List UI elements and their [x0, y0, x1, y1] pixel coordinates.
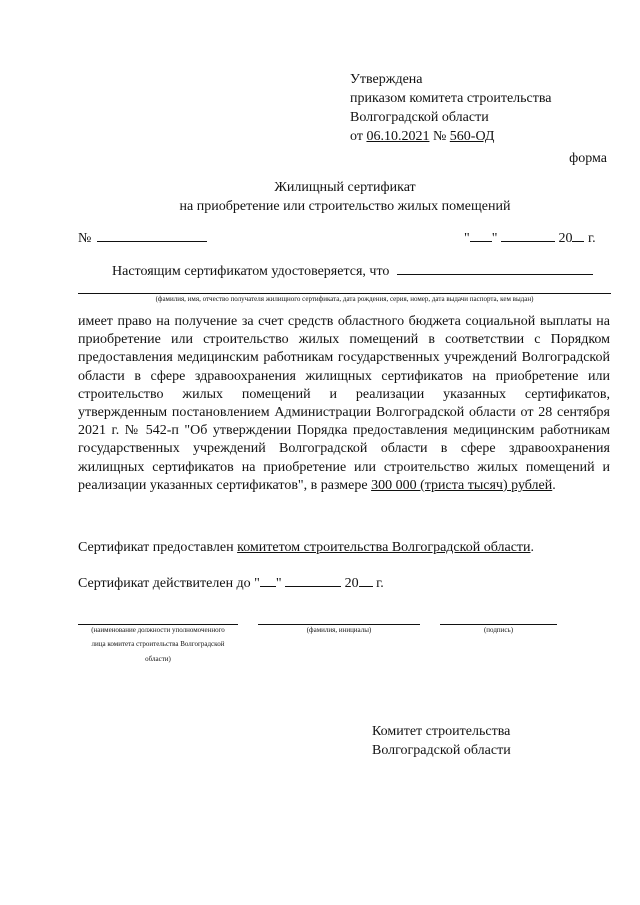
valid-year-blank [359, 574, 373, 587]
sign-signature-line [440, 624, 557, 625]
certificate-number-line [78, 229, 207, 247]
provided-by-line [78, 540, 534, 556]
valid-mid: " [275, 576, 286, 591]
approval-number-sign: № [429, 129, 450, 144]
position-caption-2: лица комитета строительства Волгоградской [91, 640, 225, 648]
body-main-text: имеет право на получение за счет средств областного бюджета социальной выплаты на приобретение или строительство жилых помещений в соответствии с Порядком предоставления медицинским работникам государственных учреждений Волгоградской области в сфере здравоохранения жилищных сертификатов на приобретение или строительство жилых помещений и реализации указанных сертификатов, утвержденным постановлением Администрации Волгоградской области от 28 сентября 2021 г. № 542-п "Об утверждении Порядка предоставления медицинским работникам государственных учреждений Волгоградской области в сфере здравоохранения жилищных сертификатов на приобретение или строительство жилых помещений и реализации указанных сертификатов", в размере [78, 314, 610, 493]
recipient-blank [397, 262, 593, 275]
approval-line-2: приказом комитета строительства [350, 91, 552, 106]
position-caption-3: области) [145, 655, 171, 663]
name-caption: (фамилия, инициалы) [306, 626, 372, 634]
approval-order-number: 560-ОД [449, 129, 495, 144]
committee-line-2: Волгоградской области [372, 743, 511, 758]
approval-date: 06.10.2021 [366, 129, 430, 144]
provided-end: . [530, 540, 535, 555]
body-end: . [552, 477, 556, 493]
document-title [0, 178, 640, 216]
certify-text: Настоящим сертификатом удостоверяется, что [112, 264, 390, 279]
approval-block [350, 70, 552, 146]
valid-year-suffix: г. [372, 576, 384, 591]
number-sign: № [78, 231, 92, 246]
title-line-2: на приобретение или строительство жилых помещений [179, 199, 511, 214]
certificate-number-blank [97, 229, 207, 242]
position-caption-1: (наименование должности уполномоченного [91, 626, 225, 634]
recipient-caption: (фамилия, имя, отчество получателя жилищного сертификата, дата рождения, серия, номер, дата выдачи паспорта, кем выдан) [155, 295, 534, 303]
valid-day-blank [260, 574, 276, 587]
committee-block [372, 722, 511, 760]
sign-caption: (подпись) [483, 626, 514, 634]
approval-line-1: Утверждена [350, 72, 423, 87]
year-blank [572, 229, 584, 242]
recipient-line [78, 293, 611, 294]
provider-organization: комитетом строительства Волгоградской области [237, 540, 531, 555]
certificate-body [78, 313, 610, 495]
provided-prefix: Сертификат предоставлен [78, 540, 238, 555]
name-signature-line [258, 624, 420, 625]
title-line-1: Жилищный сертификат [274, 180, 416, 195]
month-blank [501, 229, 555, 242]
approval-line-4 [350, 127, 552, 146]
date-quote-close: " [491, 231, 498, 246]
certify-line [112, 262, 593, 280]
year-suffix: г. [584, 231, 596, 246]
date-quote-open: " [464, 231, 470, 246]
payment-amount: 300 000 (триста тысяч) рублей [371, 477, 553, 493]
approval-line-3: Волгоградской области [350, 110, 489, 125]
issue-date-line [464, 229, 596, 247]
valid-year-prefix: 20 [341, 576, 359, 591]
validity-line [78, 574, 384, 592]
position-signature-line [78, 624, 238, 625]
year-prefix: 20 [558, 231, 573, 246]
approval-date-prefix: от [350, 129, 367, 144]
form-label: форма [569, 151, 607, 166]
valid-prefix: Сертификат действителен до " [78, 576, 260, 591]
day-blank [470, 229, 492, 242]
valid-month-blank [285, 574, 341, 587]
committee-line-1: Комитет строительства [372, 724, 511, 739]
